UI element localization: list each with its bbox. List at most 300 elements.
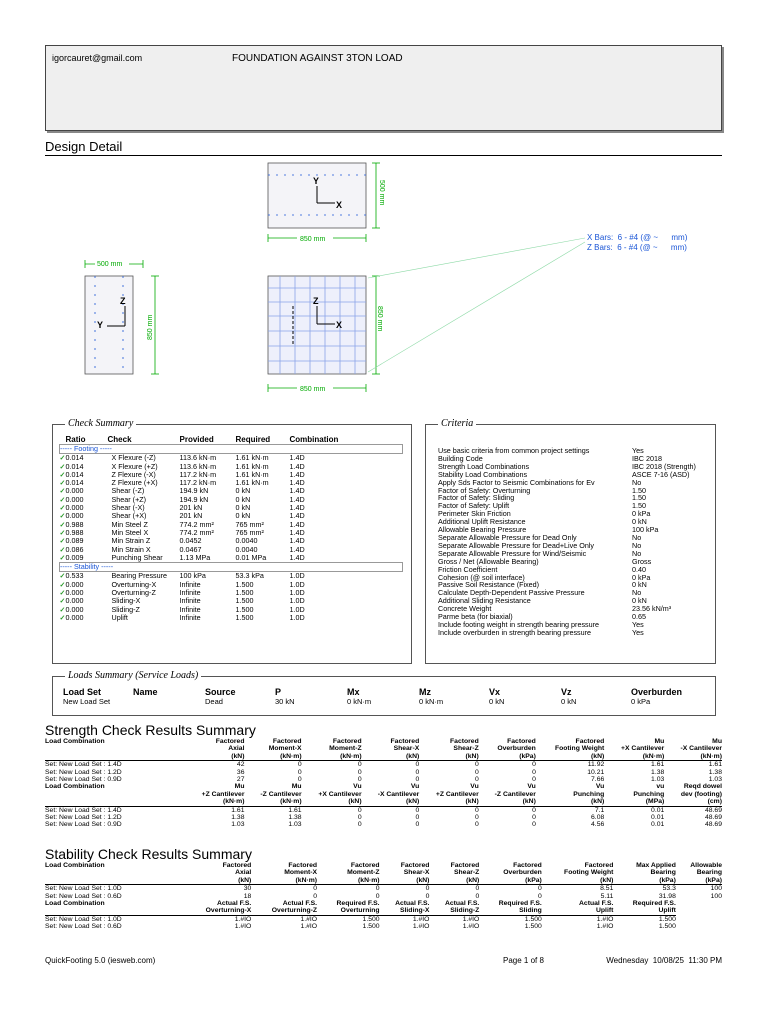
- check-cell: 117.2 kN·m: [179, 469, 217, 479]
- strength-data-row: [45, 806, 722, 814]
- stability-data-cell: 1.#IO: [412, 915, 430, 923]
- criteria-label: Include overburden in strength bearing pressure: [438, 627, 592, 637]
- stability-header-cell: Overturning-X: [205, 907, 252, 915]
- check-cell: Shear (+Z): [111, 494, 147, 504]
- criteria-label: Factor of Safety: Uplift: [438, 501, 510, 511]
- check-cell: Shear (-Z): [111, 486, 145, 496]
- strength-header-cell: [45, 753, 185, 761]
- criteria-value: 0 kN: [632, 580, 647, 590]
- check-row: [60, 454, 403, 463]
- check-row: [60, 537, 403, 545]
- side-view: [85, 259, 159, 374]
- strength-header-row: [45, 753, 722, 761]
- check-cell: 194.9 kN: [179, 494, 209, 504]
- strength-data-cell: 0: [474, 776, 479, 784]
- check-row: [60, 521, 403, 529]
- strength-header-row: [45, 745, 722, 752]
- strength-header-cell: Vu: [470, 783, 479, 791]
- strength-heading: Strength Check Results Summary: [45, 722, 256, 738]
- check-cell: 0.0467: [179, 544, 202, 554]
- check-cell: 1.500: [235, 612, 254, 622]
- strength-header-cell: Axial: [228, 745, 245, 753]
- stability-data-cell: 0: [475, 892, 480, 900]
- loads-header-7: Vz: [561, 687, 572, 697]
- strength-data-cell: 0: [532, 821, 536, 829]
- check-mark-icon: ✓: [59, 588, 66, 598]
- check-row: [60, 581, 403, 589]
- check-mark-icon: ✓: [59, 511, 66, 521]
- stability-data-cell: 1.#IO: [234, 915, 252, 923]
- strength-header-cell: (MPa): [604, 798, 664, 806]
- check-row: [60, 496, 403, 504]
- dim-850-top: 850 mm: [300, 236, 326, 243]
- stability-data-cell: Set: New Load Set : 0.6D: [45, 892, 122, 900]
- strength-data-cell: 1.61: [288, 806, 302, 814]
- stability-header-cell: Sliding: [519, 907, 542, 915]
- strength-data-cell: 0: [532, 768, 536, 776]
- strength-header-cell: Footing Weight: [554, 745, 605, 753]
- criteria-label: Additional Uplift Resistance: [438, 517, 526, 527]
- stability-data-cell: 100: [710, 885, 722, 893]
- strength-data-cell: 0: [297, 761, 302, 769]
- check-ratio: 0.988: [65, 527, 84, 537]
- check-cell: Min Steel Z: [111, 519, 148, 529]
- criteria-value: No: [632, 477, 642, 487]
- criteria-value: No: [632, 540, 642, 550]
- check-ratio: 0.014: [65, 461, 84, 471]
- check-cell: 765 mm²: [235, 519, 264, 529]
- criteria-label: Include footing weight in strength bearing pressure: [438, 619, 600, 629]
- stability-data-cell: 1.#IO: [462, 923, 480, 931]
- strength-data-cell: 0: [415, 821, 420, 829]
- stability-header-cell: Allowable: [690, 862, 722, 869]
- strength-data-cell: 1.03: [231, 821, 245, 829]
- strength-data-cell: 1.38: [651, 768, 665, 776]
- check-cell: 1.61 kN·m: [235, 469, 269, 479]
- check-cell: Sliding-Z: [111, 604, 140, 614]
- strength-header-row: [45, 738, 722, 745]
- criteria-value: IBC 2018 (Strength): [632, 461, 696, 471]
- strength-header-cell: Load Combination: [45, 738, 105, 745]
- cs-header-3: Required: [235, 435, 271, 444]
- check-row: [60, 487, 403, 495]
- check-row: [60, 597, 403, 605]
- criteria-panel: [425, 418, 716, 664]
- strength-header-cell: -X Cantilever: [377, 790, 420, 798]
- stability-data-cell: 0: [425, 885, 430, 893]
- cs-header-0: Ratio: [65, 435, 86, 444]
- strength-data-cell: 42: [236, 761, 245, 769]
- check-cell: 0 kN: [235, 503, 251, 513]
- loads-panel: [52, 670, 716, 716]
- check-cell: Infinite: [179, 604, 201, 614]
- stability-header-cell: (kN·m): [317, 877, 379, 885]
- check-cell: Min Strain X: [111, 544, 151, 554]
- check-mark-icon: ✓: [59, 453, 66, 463]
- dim-850-plan-right: 850 mm: [376, 306, 383, 332]
- criteria-label: Factor of Safety: Sliding: [438, 493, 515, 503]
- strength-data-cell: 0: [415, 768, 420, 776]
- strength-header-cell: Moment-Z: [329, 745, 362, 753]
- criteria-label: Cohesion (@ soil interface): [438, 572, 525, 582]
- check-cell: 117.2 kN·m: [179, 478, 217, 488]
- check-cell: X Flexure (-Z): [111, 453, 156, 463]
- stability-header-cell: (kN): [542, 877, 614, 885]
- strength-header-cell: (kN·m): [244, 753, 301, 761]
- stability-header-cell: Factored: [450, 862, 480, 869]
- loads-cell: New Load Set: [63, 697, 111, 706]
- strength-header-cell: Vu: [353, 783, 362, 791]
- check-cell: Sliding-X: [111, 596, 141, 606]
- axis-x-label: X: [336, 200, 343, 210]
- check-ratio: 0.000: [65, 494, 84, 504]
- stability-header-cell: Sliding-Z: [450, 907, 480, 915]
- check-row: [60, 504, 403, 512]
- strength-header-cell: (kN·m): [302, 753, 362, 761]
- stability-header-cell: (kPa): [613, 877, 675, 885]
- check-row: [60, 512, 403, 520]
- stability-header-cell: Factored: [350, 862, 380, 869]
- stability-header-cell: Actual F.S.: [579, 900, 614, 908]
- strength-header-cell: Moment-X: [268, 745, 302, 753]
- check-mark-icon: ✓: [59, 571, 66, 581]
- page-footer: [45, 956, 722, 965]
- criteria-value: 23.56 kN/m³: [632, 604, 672, 614]
- check-cell: 0 kN: [235, 511, 251, 521]
- check-cell: Overturning-Z: [111, 588, 156, 598]
- check-mark-icon: ✓: [59, 596, 66, 606]
- criteria-label: Parme beta (for biaxial): [438, 612, 513, 622]
- criteria-value: IBC 2018: [632, 453, 662, 463]
- strength-header-cell: -Z Cantilever: [494, 790, 536, 798]
- criteria-value: Yes: [632, 619, 644, 629]
- strength-data-cell: 0: [474, 806, 479, 814]
- stability-header-cell: Max Applied: [636, 862, 676, 869]
- criteria-label: Factor of Safety: Overturning: [438, 485, 531, 495]
- loads-header-2: Source: [205, 687, 236, 697]
- strength-header-cell: Mu: [712, 738, 722, 745]
- check-cell: Shear (-X): [111, 503, 145, 513]
- criteria-value: 0.65: [632, 612, 646, 622]
- strength-data-cell: 0.01: [651, 821, 665, 829]
- check-cell: 1.0D: [289, 604, 305, 614]
- strength-data-cell: 0: [415, 814, 420, 822]
- check-mark-icon: ✓: [59, 503, 66, 513]
- strength-data-row: [45, 821, 722, 828]
- strength-header-cell: Overburden: [497, 745, 536, 753]
- strength-data-cell: 0: [532, 761, 536, 769]
- stability-header-cell: Footing Weight: [564, 869, 614, 877]
- criteria-label: Stability Load Combinations: [438, 469, 528, 479]
- strength-data-cell: 0: [357, 761, 362, 769]
- stability-header-cell: Bearing: [696, 869, 722, 877]
- check-cell: 0 kN: [235, 494, 251, 504]
- strength-header-cell: Mu: [291, 783, 302, 791]
- x-bars-label: X Bars: 6 - #4 (@ ~ mm): [587, 233, 688, 242]
- strength-header-cell: (kN): [362, 753, 420, 761]
- criteria-label: Strength Load Combinations: [438, 461, 530, 471]
- loads-table: [63, 687, 703, 706]
- strength-data-cell: 0: [357, 768, 362, 776]
- loads-header-6: Vx: [489, 687, 501, 697]
- loads-header-0: Load Set: [63, 687, 102, 697]
- strength-header-cell: Factored: [450, 738, 479, 745]
- criteria-table: [438, 447, 714, 637]
- strength-header-cell: Factored: [215, 738, 245, 745]
- check-cell: 1.4D: [289, 486, 305, 496]
- strength-data-cell: 10.21: [587, 768, 605, 776]
- stability-data-cell: 1.500: [362, 923, 380, 931]
- loads-cell: Dead: [205, 697, 223, 706]
- strength-header-cell: +X Cantilever: [621, 745, 665, 753]
- check-cell: 1.0D: [289, 571, 305, 581]
- strength-header-cell: (kN·m): [244, 798, 301, 806]
- report-title: FOUNDATION AGAINST 3TON LOAD: [232, 53, 403, 64]
- criteria-label: Gross / Net (Allowable Bearing): [438, 556, 539, 566]
- check-ratio: 0.086: [65, 544, 84, 554]
- check-mark-icon: ✓: [59, 552, 66, 562]
- stability-header-cell: Actual F.S.: [282, 900, 318, 908]
- criteria-value: No: [632, 588, 642, 598]
- check-ratio: 0.000: [65, 486, 84, 496]
- criteria-label: Building Code: [438, 453, 483, 463]
- strength-header-cell: Vu: [527, 783, 536, 791]
- strength-data-cell: 36: [236, 768, 245, 776]
- strength-data-cell: 6.08: [591, 814, 605, 822]
- stability-data-cell: 1.500: [524, 915, 542, 923]
- loads-header-3: P: [275, 687, 282, 697]
- check-mark-icon: ✓: [59, 469, 66, 479]
- strength-data-cell: 0: [474, 761, 479, 769]
- check-cell: 1.4D: [289, 527, 305, 537]
- stability-header-cell: Actual F.S.: [444, 900, 480, 908]
- stability-data-cell: 5.11: [600, 892, 614, 900]
- stability-group-label: ----- Stability -----: [60, 563, 403, 572]
- strength-data-cell: 1.03: [288, 821, 302, 829]
- check-mark-icon: ✓: [59, 461, 66, 471]
- cs-header-2: Provided: [179, 435, 214, 444]
- stability-header-cell: Factored: [513, 862, 542, 869]
- stability-header-cell: [45, 907, 185, 914]
- check-ratio: 0.009: [65, 552, 84, 562]
- strength-data-cell: 0: [532, 806, 536, 814]
- strength-header-cell: (kPa): [479, 753, 536, 761]
- criteria-label: Calculate Depth-Dependent Passive Pressure: [438, 588, 585, 598]
- strength-header-cell: Vu: [410, 783, 420, 791]
- check-cell: Min Strain Z: [111, 536, 151, 546]
- strength-header-cell: (kN): [362, 798, 420, 806]
- check-cell: 201 kN: [179, 511, 203, 521]
- check-cell: [60, 614, 108, 622]
- strength-header-cell: Mu: [234, 783, 245, 791]
- strength-data-cell: 0: [532, 776, 536, 784]
- stability-header-cell: Factored: [400, 862, 430, 869]
- stability-data-cell: 1.#IO: [234, 923, 252, 931]
- check-cell: Infinite: [179, 612, 201, 622]
- check-cell: 1.500: [235, 588, 254, 598]
- criteria-label: Separate Allowable Pressure for Dead Only: [438, 532, 577, 542]
- strength-header-cell: Load Combination: [45, 783, 105, 791]
- loads-cell: 0 kN·m: [347, 697, 372, 706]
- check-mark-icon: ✓: [59, 612, 66, 622]
- check-ratio: 0.000: [65, 511, 84, 521]
- strength-header-cell: (kN): [302, 798, 362, 806]
- check-summary-table: [59, 435, 403, 622]
- check-cell: 113.6 kN·m: [179, 461, 217, 471]
- stability-data-cell: 1.#IO: [596, 923, 614, 931]
- criteria-value: Yes: [632, 446, 644, 455]
- plan-view: [268, 238, 585, 393]
- check-ratio: 0.014: [65, 469, 84, 479]
- check-cell: 1.4D: [289, 544, 305, 554]
- criteria-label: Use basic criteria from common project settings: [438, 446, 590, 455]
- check-cell: 0.0040: [235, 536, 258, 546]
- stability-header-cell: Overturning: [340, 907, 380, 915]
- criteria-value: ASCE 7-16 (ASD): [632, 469, 690, 479]
- strength-header-cell: Factored: [272, 738, 302, 745]
- check-row: [60, 463, 403, 471]
- check-ratio: 0.000: [65, 579, 84, 589]
- stability-header-cell: Load Combination: [45, 900, 105, 908]
- criteria-row: [438, 629, 714, 637]
- strength-data-cell: 0: [474, 814, 479, 822]
- axis-z-plan-label: Z: [313, 296, 319, 306]
- check-ratio: 0.014: [65, 453, 84, 463]
- strength-header-row: [45, 783, 722, 790]
- axis-x-plan-label: X: [336, 320, 343, 330]
- stability-header-cell: Actual F.S.: [395, 900, 430, 908]
- stability-header-row: [45, 900, 722, 907]
- strength-header-cell: Factored: [390, 738, 420, 745]
- check-ratio: 0.000: [65, 604, 84, 614]
- stability-data-cell: 1.#IO: [412, 923, 430, 931]
- check-ratio: 0.000: [65, 503, 84, 513]
- strength-header-cell: +Z Cantilever: [435, 790, 479, 798]
- strength-data-cell: 0: [532, 814, 536, 822]
- stability-header-cell: Required F.S.: [498, 900, 542, 908]
- footing-drawings: [0, 158, 768, 408]
- stability-data-cell: 53.3: [662, 885, 676, 893]
- stability-header-row: [45, 869, 722, 876]
- loads-cell: 0 kN: [489, 697, 505, 706]
- criteria-label: Apply Sds Factor to Seismic Combinations for Ev: [438, 477, 595, 487]
- check-cell: 1.4D: [289, 519, 305, 529]
- criteria-value: 0.40: [632, 564, 646, 574]
- strength-header-cell: Factored: [575, 738, 605, 745]
- stability-header-cell: (kN): [429, 877, 479, 885]
- strength-header-cell: Vu: [595, 783, 605, 791]
- strength-data-cell: 0.01: [651, 814, 665, 822]
- stability-data-row: [45, 923, 722, 930]
- criteria-label: Allowable Bearing Pressure: [438, 525, 527, 535]
- criteria-value: Gross: [632, 556, 652, 566]
- check-cell: 1.500: [235, 604, 254, 614]
- strength-header-cell: (cm): [664, 798, 722, 806]
- strength-header-cell: Shear-X: [393, 745, 420, 753]
- check-cell: 0.01 MPa: [235, 552, 267, 562]
- strength-header-cell: +X Cantilever: [318, 790, 362, 798]
- strength-data-cell: 0: [297, 768, 302, 776]
- loads-cell: 0 kN·m: [419, 697, 444, 706]
- check-cell: 0 kN: [235, 486, 251, 496]
- check-ratio: 0.000: [65, 588, 84, 598]
- check-cell: 1.500: [235, 596, 254, 606]
- stability-group: [60, 563, 403, 572]
- check-mark-icon: ✓: [59, 478, 66, 488]
- stability-data-cell: Set: New Load Set : 0.6D: [45, 923, 122, 931]
- dim-500-vertical: 500 mm: [378, 180, 385, 206]
- criteria-value: 0 kPa: [632, 509, 651, 519]
- check-cell: Z Flexure (+X): [111, 478, 158, 488]
- strength-data-cell: 0: [357, 821, 362, 829]
- strength-data-cell: 0: [474, 768, 479, 776]
- strength-data-cell: 0: [357, 814, 362, 822]
- stability-header-row: [45, 862, 722, 869]
- stability-header-cell: Load Combination: [45, 862, 105, 869]
- loads-header-5: Mz: [419, 687, 431, 697]
- criteria-value: 1.50: [632, 501, 646, 511]
- criteria-value: 1.50: [632, 493, 646, 503]
- stability-data-cell: 8.51: [600, 885, 614, 893]
- stability-data-cell: 0: [538, 892, 542, 900]
- design-detail-rule: [45, 155, 722, 156]
- dim-500-left: 500 mm: [97, 261, 123, 268]
- strength-data-cell: 7.66: [591, 776, 605, 784]
- check-cell: 100 kPa: [179, 571, 206, 581]
- check-cell: Infinite: [179, 588, 201, 598]
- stability-data-cell: 1.500: [524, 923, 542, 931]
- strength-data-row: [45, 814, 722, 821]
- strength-header-row: [45, 791, 722, 798]
- strength-data-cell: 0.01: [651, 806, 665, 814]
- check-mark-icon: ✓: [59, 579, 66, 589]
- cs-header-1: Check: [107, 435, 132, 444]
- loads-title: Loads Summary (Service Loads): [65, 670, 201, 681]
- stability-data-cell: 0: [475, 885, 480, 893]
- check-cell: Infinite: [179, 579, 201, 589]
- check-cell: 1.61 kN·m: [235, 461, 269, 471]
- check-cell: 1.0D: [289, 588, 305, 598]
- loads-cell: 0 kPa: [631, 697, 651, 706]
- strength-data-cell: 1.61: [231, 806, 245, 814]
- criteria-label: Separate Allowable Pressure for Wind/Seismic: [438, 548, 587, 558]
- strength-data-cell: 0: [415, 761, 420, 769]
- stability-header-cell: [45, 869, 185, 876]
- strength-results-table: [45, 738, 722, 829]
- stability-data-cell: 0: [375, 892, 380, 900]
- stability-header-cell: Overburden: [503, 869, 542, 877]
- check-ratio: 0.000: [65, 596, 84, 606]
- stability-header-cell: Required F.S.: [336, 900, 380, 908]
- stability-header-cell: (kN): [380, 877, 430, 885]
- check-cell: 53.3 kPa: [235, 571, 264, 581]
- strength-header-cell: Shear-Z: [453, 745, 479, 753]
- criteria-value: 0 kN: [632, 517, 647, 527]
- strength-header-cell: Reqd dowel: [683, 783, 722, 791]
- criteria-label: Separate Allowable Pressure for Dead+Live Only: [438, 540, 595, 550]
- check-row: [60, 614, 403, 622]
- strength-data-cell: 1.03: [708, 776, 722, 784]
- stability-header-cell: Factored: [288, 862, 318, 869]
- criteria-value: Yes: [632, 627, 644, 637]
- check-mark-icon: ✓: [59, 519, 66, 529]
- strength-header-cell: (kN·m): [185, 798, 244, 806]
- strength-data-cell: 0: [415, 806, 420, 814]
- stability-data-cell: 0: [313, 885, 318, 893]
- check-cell: 1.0D: [289, 596, 305, 606]
- check-cell: Min Steel X: [111, 527, 149, 537]
- check-cell: 1.4D: [289, 453, 305, 463]
